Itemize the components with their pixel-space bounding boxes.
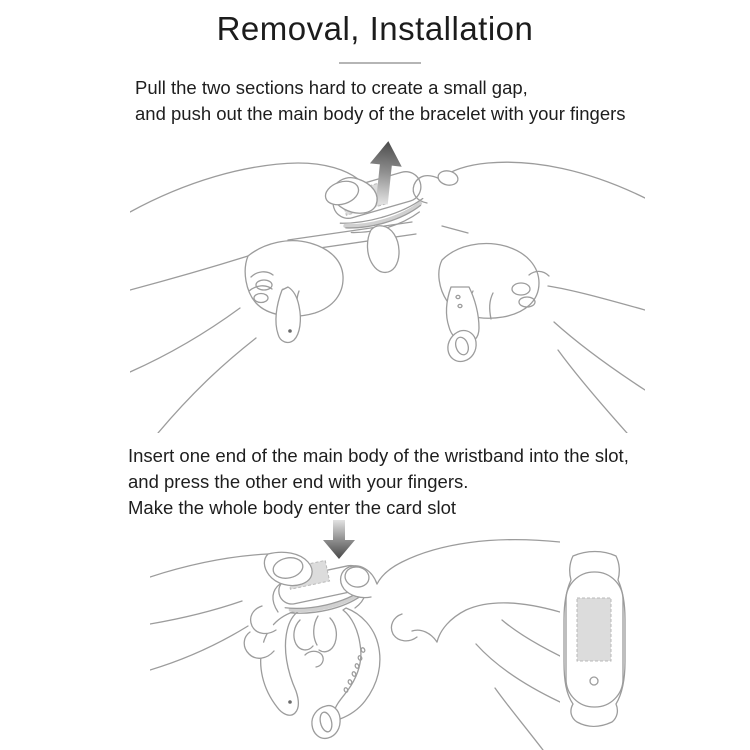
buckle [312,706,340,739]
step-removal-text [135,75,626,127]
step-removal-line-2: and push out the main body of the bracelet with your fingers [135,103,626,124]
wristband-front-view [556,550,636,735]
step-installation-line-2: and press the other end with your fingers. [128,471,469,492]
step-installation-line-3: Make the whole body enter the card slot [128,497,457,518]
band-loop [261,582,380,738]
finger [367,226,399,273]
arrow-down-icon [323,520,355,559]
strap-end-right [447,287,479,361]
step-installation-line-1: Insert one end of the main body of the wristband into the slot, [128,445,629,466]
illustration-installation [150,520,560,750]
step-installation-text [128,443,629,521]
page-title: Removal, Installation [216,10,534,47]
left-hand [150,552,312,670]
touch-button [590,677,598,685]
title-underline [339,62,421,64]
tracker-screen [577,598,611,661]
step-removal-line-1: Pull the two sections hard to create a small gap, [135,77,528,98]
illustration-removal [130,138,645,433]
